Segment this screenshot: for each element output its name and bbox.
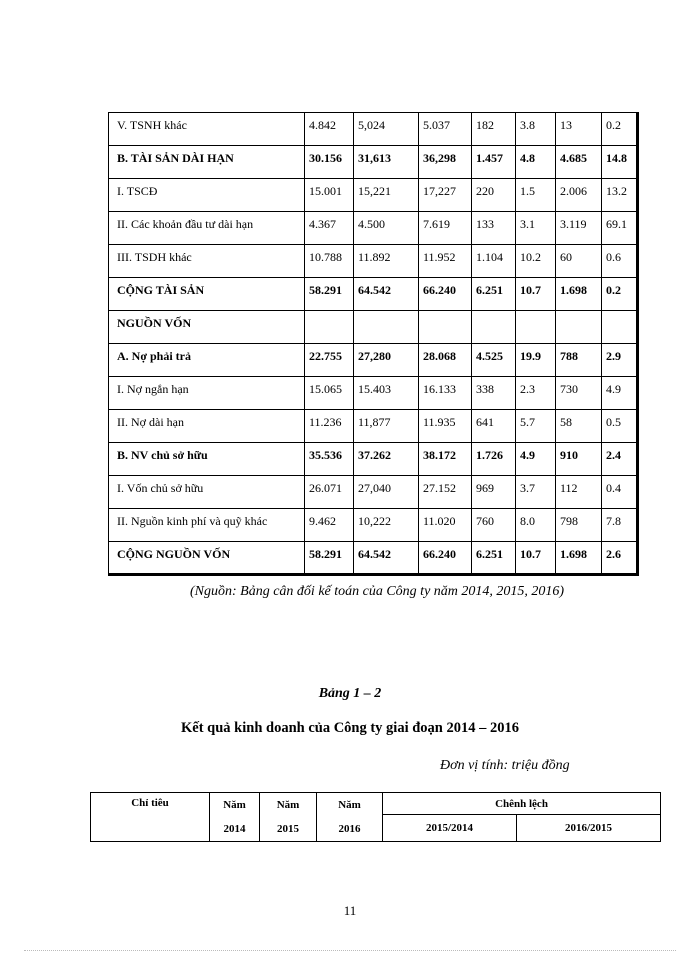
value-cell: 58 <box>556 410 602 443</box>
value-cell: 1.104 <box>472 245 516 278</box>
table-caption-number: Bảng 1 – 2 <box>318 686 382 701</box>
value-cell <box>602 311 638 344</box>
value-cell: 60 <box>556 245 602 278</box>
value-cell: 5.7 <box>516 410 556 443</box>
value-cell: 0.4 <box>602 476 638 509</box>
row-label: I. TSCĐ <box>109 179 305 212</box>
value-cell: 182 <box>472 113 516 146</box>
value-cell: 4.9 <box>602 377 638 410</box>
value-cell: 11,877 <box>354 410 419 443</box>
value-cell: 6.251 <box>472 278 516 311</box>
value-cell: 1.726 <box>472 443 516 476</box>
value-cell: 5,024 <box>354 113 419 146</box>
page-number: 11 <box>343 903 357 918</box>
value-cell: 36,298 <box>419 146 472 179</box>
source-note: (Nguồn: Bảng cân đối kế toán của Công ty năm 2014, 2015, 2016) <box>190 584 565 599</box>
table-row <box>109 212 638 245</box>
table-row <box>109 179 638 212</box>
table-row <box>109 410 638 443</box>
value-cell: 2.6 <box>602 542 638 575</box>
value-cell: 22.755 <box>305 344 354 377</box>
value-cell: 3.7 <box>516 476 556 509</box>
value-cell: 10,222 <box>354 509 419 542</box>
value-cell: 1.5 <box>516 179 556 212</box>
value-cell: 2.4 <box>602 443 638 476</box>
value-cell: 6.251 <box>472 542 516 575</box>
value-cell: 35.536 <box>305 443 354 476</box>
header-year-label: Năm <box>276 799 300 811</box>
row-label: II. Nguồn kinh phí và quỹ khác <box>109 509 305 542</box>
header-period-2015-2014: 2015/2014 <box>383 815 517 842</box>
header-chi-tieu: Chỉ tiêu <box>91 793 210 842</box>
value-cell: 9.462 <box>305 509 354 542</box>
value-cell: 133 <box>472 212 516 245</box>
value-cell: 7.619 <box>419 212 472 245</box>
table-row <box>109 311 638 344</box>
value-cell: 1.698 <box>556 542 602 575</box>
value-cell: 1.698 <box>556 278 602 311</box>
table-row <box>109 443 638 476</box>
value-cell: 338 <box>472 377 516 410</box>
table-row <box>109 278 638 311</box>
value-cell: 30.156 <box>305 146 354 179</box>
table-row <box>109 245 638 278</box>
value-cell: 4.500 <box>354 212 419 245</box>
header-year-value: 2015 <box>277 823 299 835</box>
row-label: B. TÀI SẢN DÀI HẠN <box>109 146 305 179</box>
row-label: A. Nợ phải trả <box>109 344 305 377</box>
value-cell: 26.071 <box>305 476 354 509</box>
value-cell: 4.367 <box>305 212 354 245</box>
value-cell <box>472 311 516 344</box>
value-cell: 11.935 <box>419 410 472 443</box>
value-cell: 15.403 <box>354 377 419 410</box>
header-year-label: Năm <box>223 799 246 811</box>
header-year-value: 2016 <box>338 823 361 835</box>
table-row <box>109 344 638 377</box>
value-cell: 64.542 <box>354 542 419 575</box>
value-cell: 10.2 <box>516 245 556 278</box>
value-cell: 58.291 <box>305 542 354 575</box>
header-year-label: Năm <box>338 799 361 811</box>
value-cell: 112 <box>556 476 602 509</box>
value-cell: 27.152 <box>419 476 472 509</box>
row-label: CỘNG NGUỒN VỐN <box>109 542 305 575</box>
value-cell: 10.788 <box>305 245 354 278</box>
value-cell: 3.119 <box>556 212 602 245</box>
value-cell: 4.9 <box>516 443 556 476</box>
table-row <box>109 476 638 509</box>
value-cell: 760 <box>472 509 516 542</box>
value-cell: 11.236 <box>305 410 354 443</box>
row-label: V. TSNH khác <box>109 113 305 146</box>
value-cell <box>305 311 354 344</box>
value-cell: 4.525 <box>472 344 516 377</box>
value-cell: 3.8 <box>516 113 556 146</box>
value-cell: 0.5 <box>602 410 638 443</box>
value-cell: 66.240 <box>419 278 472 311</box>
value-cell: 2.3 <box>516 377 556 410</box>
value-cell: 10.7 <box>516 542 556 575</box>
row-label: CỘNG TÀI SẢN <box>109 278 305 311</box>
value-cell: 15,221 <box>354 179 419 212</box>
value-cell: 27,040 <box>354 476 419 509</box>
table-row <box>109 146 638 179</box>
value-cell: 2.9 <box>602 344 638 377</box>
value-cell: 14.8 <box>602 146 638 179</box>
value-cell: 788 <box>556 344 602 377</box>
value-cell: 27,280 <box>354 344 419 377</box>
header-year-value: 2014 <box>223 823 246 835</box>
value-cell: 37.262 <box>354 443 419 476</box>
value-cell: 28.068 <box>419 344 472 377</box>
value-cell: 16.133 <box>419 377 472 410</box>
row-label: III. TSDH khác <box>109 245 305 278</box>
footer-divider <box>24 950 676 951</box>
row-label: I. Vốn chủ sở hữu <box>109 476 305 509</box>
value-cell <box>354 311 419 344</box>
value-cell: 58.291 <box>305 278 354 311</box>
value-cell: 11.020 <box>419 509 472 542</box>
value-cell: 798 <box>556 509 602 542</box>
value-cell: 4.8 <box>516 146 556 179</box>
row-label: II. Các khoản đầu tư dài hạn <box>109 212 305 245</box>
value-cell: 15.065 <box>305 377 354 410</box>
value-cell: 10.7 <box>516 278 556 311</box>
business-results-table <box>90 792 661 842</box>
value-cell: 15.001 <box>305 179 354 212</box>
value-cell: 220 <box>472 179 516 212</box>
value-cell: 3.1 <box>516 212 556 245</box>
value-cell <box>419 311 472 344</box>
value-cell: 4.685 <box>556 146 602 179</box>
header-year-2016 <box>317 793 383 842</box>
value-cell <box>556 311 602 344</box>
unit-note: Đơn vị tính: triệu đồng <box>440 758 570 773</box>
value-cell: 0.2 <box>602 278 638 311</box>
value-cell: 38.172 <box>419 443 472 476</box>
value-cell: 11.952 <box>419 245 472 278</box>
value-cell: 4.842 <box>305 113 354 146</box>
value-cell: 641 <box>472 410 516 443</box>
value-cell: 17,227 <box>419 179 472 212</box>
table-caption-title: Kết quả kinh doanh của Công ty giai đoạn 2014 – 2016 <box>180 720 519 736</box>
value-cell: 19.9 <box>516 344 556 377</box>
row-label: II. Nợ dài hạn <box>109 410 305 443</box>
header-year-2015 <box>260 793 317 842</box>
value-cell: 31,613 <box>354 146 419 179</box>
value-cell: 1.457 <box>472 146 516 179</box>
value-cell: 13 <box>556 113 602 146</box>
value-cell <box>516 311 556 344</box>
row-label: I. Nợ ngắn hạn <box>109 377 305 410</box>
value-cell: 64.542 <box>354 278 419 311</box>
table-row <box>109 509 638 542</box>
row-label: NGUỒN VỐN <box>109 311 305 344</box>
balance-sheet-table <box>108 112 639 576</box>
value-cell: 0.6 <box>602 245 638 278</box>
value-cell: 910 <box>556 443 602 476</box>
table-row <box>109 377 638 410</box>
value-cell: 5.037 <box>419 113 472 146</box>
header-chenh-lech: Chênh lệch <box>383 793 661 815</box>
header-period-2016-2015: 2016/2015 <box>517 815 661 842</box>
header-year-2014 <box>210 793 260 842</box>
value-cell: 8.0 <box>516 509 556 542</box>
value-cell: 66.240 <box>419 542 472 575</box>
value-cell: 2.006 <box>556 179 602 212</box>
table-row <box>109 113 638 146</box>
value-cell: 7.8 <box>602 509 638 542</box>
value-cell: 730 <box>556 377 602 410</box>
table-row <box>109 542 638 575</box>
value-cell: 969 <box>472 476 516 509</box>
value-cell: 11.892 <box>354 245 419 278</box>
value-cell: 0.2 <box>602 113 638 146</box>
row-label: B. NV chủ sở hữu <box>109 443 305 476</box>
value-cell: 69.1 <box>602 212 638 245</box>
value-cell: 13.2 <box>602 179 638 212</box>
